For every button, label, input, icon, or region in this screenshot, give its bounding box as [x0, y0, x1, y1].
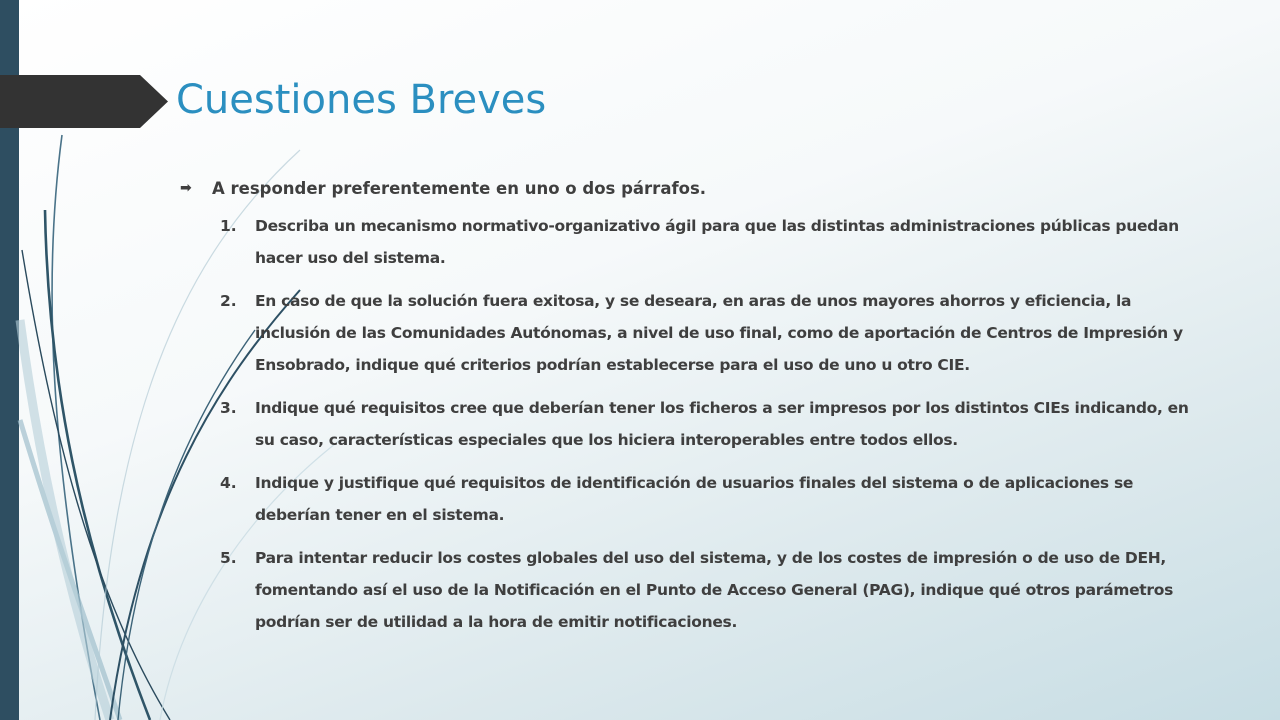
slide-content [180, 172, 1210, 649]
question-number: 5. [220, 549, 237, 567]
question-item [220, 210, 1210, 274]
intro-bullet-text: A responder preferentemente en uno o dos párrafos. [212, 178, 707, 198]
questions-list [180, 210, 1210, 638]
slide-title: Cuestiones Breves [176, 77, 547, 123]
question-item [220, 467, 1210, 531]
question-number: 4. [220, 474, 237, 492]
question-number: 3. [220, 399, 237, 417]
question-number: 1. [220, 217, 237, 235]
question-text: Para intentar reducir los costes globales del uso del sistema, y de los costes de impresión o de uso de DEH, fomentando así el uso de la Notificación en el Punto de Acceso General (PAG), indique qué otros parámetros podrían ser de utilidad a la hora de emitir notificaciones. [255, 549, 1174, 631]
title-tab-shape [0, 75, 168, 128]
intro-bullet [180, 172, 1210, 204]
question-item [220, 392, 1210, 456]
question-item [220, 542, 1210, 638]
question-text: Describa un mecanismo normativo-organizativo ágil para que las distintas administraciones públicas puedan hacer uso del sistema. [255, 217, 1179, 267]
question-item [220, 285, 1210, 381]
question-text: Indique qué requisitos cree que deberían tener los ficheros a ser impresos por los distintos CIEs indicando, en su caso, características especiales que los hiciera interoperables entre todos ellos. [255, 399, 1189, 449]
question-text: En caso de que la solución fuera exitosa, y se deseara, en aras de unos mayores ahorros y eficiencia, la inclusión de las Comunidades Autónomas, a nivel de uso final, como de aportación de Centros de Impresión y Ensobrado, indique qué criterios podrían establecerse para el uso de uno u otro CIE. [255, 292, 1183, 374]
question-number: 2. [220, 292, 237, 310]
question-text: Indique y justifique qué requisitos de identificación de usuarios finales del sistema o de aplicaciones se deberían tener en el sistema. [255, 474, 1134, 524]
arrow-right-icon: ➡ [180, 180, 192, 196]
